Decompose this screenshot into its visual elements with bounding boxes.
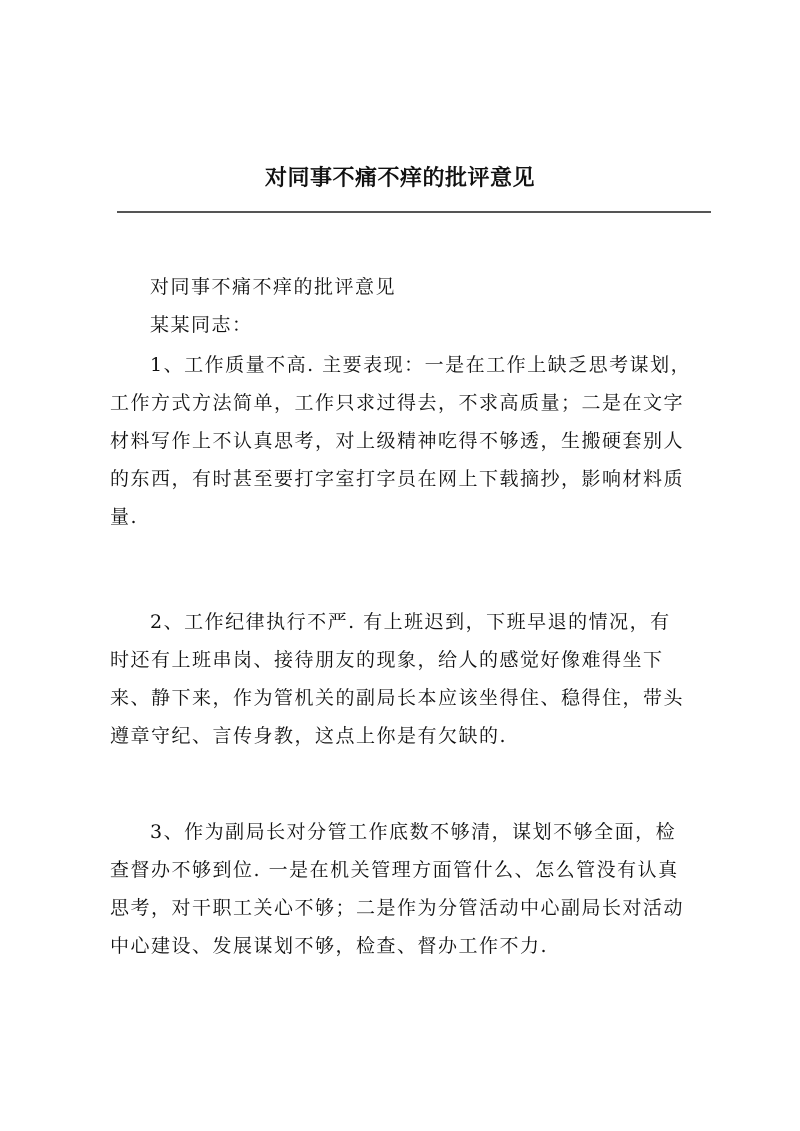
body-subtitle: 对同事不痛不痒的批评意见 (150, 276, 397, 298)
document-title: 对同事不痛不痒的批评意见 (264, 165, 535, 191)
paragraph-line: 3、作为副局长对分管工作底数不够清，谋划不够全面，检 (150, 821, 677, 843)
paragraph-line: 来、静下来，作为管机关的副局长本应该坐得住、稳得住，带头 (110, 687, 685, 709)
paragraph-line: 的东西，有时甚至要打字室打字员在网上下载摘抄，影响材料质 (110, 468, 685, 490)
paragraph-line: 思考，对干职工关心不够；二是作为分管活动中心副局长对活动 (110, 897, 685, 919)
paragraph-line: 1、工作质量不高. 主要表现：一是在工作上缺乏思考谋划， (150, 354, 692, 376)
title-divider (117, 211, 711, 213)
paragraph-line: 中心建设、发展谋划不够，检查、督办工作不力. (110, 935, 549, 957)
paragraph-1 (110, 346, 710, 536)
paragraph-line: 材料写作上不认真思考，对上级精神吃得不够透，生搬硬套别人 (110, 430, 685, 452)
paragraph-line: 查督办不够到位. 一是在机关管理方面管什么、怎么管没有认真 (110, 859, 679, 881)
paragraph-line: 量. (110, 506, 139, 528)
salutation: 某某同志： (150, 314, 253, 336)
paragraph-2 (110, 603, 710, 755)
paragraph-line: 时还有上班串岗、接待朋友的现象，给人的感觉好像难得坐下 (110, 649, 664, 671)
paragraph-line: 工作方式方法简单，工作只求过得去，不求高质量；二是在文字 (110, 392, 685, 414)
paragraph-3 (110, 813, 710, 965)
paragraph-line: 遵章守纪、言传身教，这点上你是有欠缺的. (110, 725, 508, 747)
document-body-intro (110, 268, 710, 344)
paragraph-line: 2、工作纪律执行不严. 有上班迟到，下班早退的情况，有 (150, 611, 671, 633)
